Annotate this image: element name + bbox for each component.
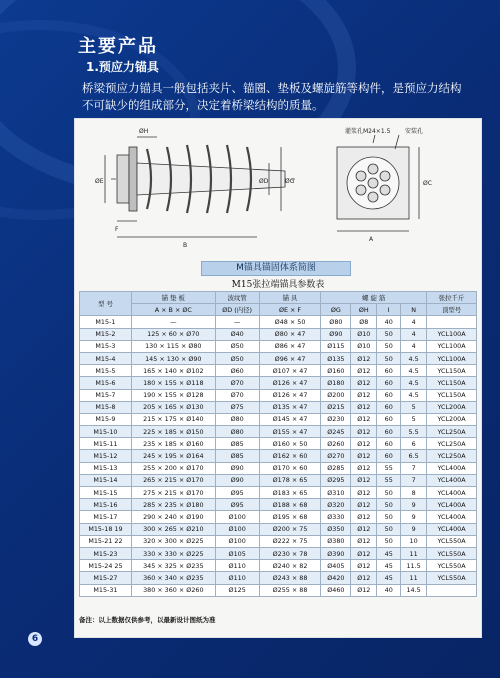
- table-cell: Ø10: [351, 340, 377, 352]
- table-cell: M15-17: [80, 511, 132, 523]
- table-cell: 45: [377, 560, 401, 572]
- table-cell: YCL200A: [427, 413, 477, 425]
- table-cell: Ø200: [321, 389, 351, 401]
- table-cell: YCL250A: [427, 426, 477, 438]
- col-subheader-oh: ØH: [351, 304, 377, 316]
- table-cell: Ø100: [215, 523, 259, 535]
- table-cell: Ø243 × 88: [259, 572, 321, 584]
- table-cell: Ø12: [351, 462, 377, 474]
- table-cell: Ø115: [321, 340, 351, 352]
- table-row: [80, 511, 477, 523]
- table-cell: Ø170 × 60: [259, 462, 321, 474]
- col-header-tube: 波纹管: [215, 292, 259, 304]
- dim-label-og: ØG: [285, 178, 295, 185]
- table-cell: [427, 316, 477, 328]
- col-subheader-tube: ØD (内径): [215, 304, 259, 316]
- table-cell: Ø90: [215, 462, 259, 474]
- table-subheader-row: [80, 304, 477, 316]
- table-cell: 60: [377, 426, 401, 438]
- table-cell: M15-9: [80, 413, 132, 425]
- table-cell: YCL550A: [427, 547, 477, 559]
- table-cell: Ø105: [215, 547, 259, 559]
- table-cell: 320 × 300 × Ø225: [131, 535, 215, 547]
- table-row: [80, 547, 477, 559]
- table-cell: 60: [377, 450, 401, 462]
- table-cell: Ø160 × 50: [259, 438, 321, 450]
- table-cell: 50: [377, 511, 401, 523]
- col-subheader-anchor: ØE × F: [259, 304, 321, 316]
- table-cell: 125 × 60 × Ø70: [131, 328, 215, 340]
- col-subheader-plate: A × B × ØC: [131, 304, 215, 316]
- table-row: [80, 535, 477, 547]
- table-title: M15张拉端锚具参数表: [231, 280, 325, 290]
- table-cell: —: [215, 316, 259, 328]
- table-cell: Ø188 × 68: [259, 499, 321, 511]
- table-cell: —: [131, 316, 215, 328]
- table-cell: 55: [377, 462, 401, 474]
- table-cell: Ø12: [351, 352, 377, 364]
- table-cell: Ø270: [321, 450, 351, 462]
- col-header-anchor: 锚 具: [259, 292, 321, 304]
- table-row: [80, 377, 477, 389]
- table-cell: 60: [377, 438, 401, 450]
- table-cell: Ø70: [215, 377, 259, 389]
- table-cell: 205 × 165 × Ø130: [131, 401, 215, 413]
- page-title: 主要产品: [78, 36, 158, 57]
- table-cell: 8: [401, 487, 427, 499]
- table-cell: YCL100A: [427, 340, 477, 352]
- table-cell: Ø12: [351, 499, 377, 511]
- table-cell: M15-5: [80, 365, 132, 377]
- table-cell: Ø285: [321, 462, 351, 474]
- page-number: 6: [28, 632, 42, 646]
- table-cell: YCL150A: [427, 365, 477, 377]
- table-cell: Ø215: [321, 401, 351, 413]
- table-cell: M15-12: [80, 450, 132, 462]
- table-cell: YCL250A: [427, 450, 477, 462]
- dim-label-oh: ØH: [139, 128, 149, 135]
- table-cell: Ø245: [321, 426, 351, 438]
- col-header-model: 型 号: [80, 292, 132, 316]
- table-cell: M15-13: [80, 462, 132, 474]
- table-cell: Ø80: [321, 316, 351, 328]
- table-row: [80, 462, 477, 474]
- table-cell: Ø195 × 68: [259, 511, 321, 523]
- table-cell: 50: [377, 352, 401, 364]
- table-cell: Ø12: [351, 560, 377, 572]
- table-cell: M15-21 22: [80, 535, 132, 547]
- table-cell: Ø10: [351, 328, 377, 340]
- table-cell: Ø405: [321, 560, 351, 572]
- footnote: 备注：以上数据仅供参考，以最新设计图纸为准: [79, 616, 216, 624]
- table-cell: YCL550A: [427, 535, 477, 547]
- table-row: [80, 487, 477, 499]
- table-cell: 50: [377, 487, 401, 499]
- table-cell: 50: [377, 535, 401, 547]
- table-cell: YCL550A: [427, 560, 477, 572]
- table-cell: M15-4: [80, 352, 132, 364]
- anchor-system-diagram: [75, 119, 481, 259]
- table-cell: Ø180: [321, 377, 351, 389]
- table-cell: Ø12: [351, 401, 377, 413]
- table-cell: Ø107 × 47: [259, 365, 321, 377]
- table-cell: Ø320: [321, 499, 351, 511]
- table-cell: 6: [401, 438, 427, 450]
- table-cell: 300 × 265 × Ø210: [131, 523, 215, 535]
- table-cell: YCL400A: [427, 462, 477, 474]
- table-cell: 380 × 360 × Ø260: [131, 584, 215, 596]
- table-cell: Ø12: [351, 535, 377, 547]
- table-cell: 255 × 200 × Ø170: [131, 462, 215, 474]
- table-cell: YCL250A: [427, 438, 477, 450]
- table-cell: Ø50: [215, 352, 259, 364]
- table-cell: YCL100A: [427, 352, 477, 364]
- table-cell: M15-3: [80, 340, 132, 352]
- table-cell: 55: [377, 474, 401, 486]
- dim-label-a: A: [369, 236, 374, 243]
- content-panel: [74, 118, 482, 638]
- table-cell: Ø330: [321, 511, 351, 523]
- table-cell: Ø380: [321, 535, 351, 547]
- table-row: [80, 523, 477, 535]
- table-cell: 345 × 325 × Ø235: [131, 560, 215, 572]
- table-cell: Ø160: [321, 365, 351, 377]
- table-cell: [427, 584, 477, 596]
- table-cell: Ø390: [321, 547, 351, 559]
- table-cell: Ø60: [215, 365, 259, 377]
- table-cell: Ø75: [215, 401, 259, 413]
- table-cell: 60: [377, 377, 401, 389]
- table-cell: YCL200A: [427, 401, 477, 413]
- table-row: [80, 401, 477, 413]
- table-cell: 180 × 155 × Ø118: [131, 377, 215, 389]
- table-row: [80, 340, 477, 352]
- table-cell: 9: [401, 523, 427, 535]
- table-cell: Ø80: [215, 413, 259, 425]
- table-cell: Ø125: [215, 584, 259, 596]
- front-view-drawing: [337, 135, 419, 231]
- table-cell: 225 × 185 × Ø150: [131, 426, 215, 438]
- table-cell: Ø350: [321, 523, 351, 535]
- table-row: [80, 560, 477, 572]
- table-cell: Ø460: [321, 584, 351, 596]
- table-row: [80, 584, 477, 596]
- table-cell: 40: [377, 316, 401, 328]
- table-row: [80, 474, 477, 486]
- table-cell: 50: [377, 328, 401, 340]
- table-cell: Ø95: [215, 499, 259, 511]
- table-cell: 50: [377, 340, 401, 352]
- table-cell: Ø12: [351, 438, 377, 450]
- table-cell: Ø126 × 47: [259, 377, 321, 389]
- table-cell: 4: [401, 316, 427, 328]
- table-body: [80, 316, 477, 596]
- table-cell: 9: [401, 511, 427, 523]
- table-cell: M15-14: [80, 474, 132, 486]
- table-cell: 4: [401, 340, 427, 352]
- table-cell: 60: [377, 389, 401, 401]
- table-cell: 330 × 330 × Ø225: [131, 547, 215, 559]
- table-cell: 14.5: [401, 584, 427, 596]
- table-cell: Ø200 × 75: [259, 523, 321, 535]
- table-cell: Ø12: [351, 426, 377, 438]
- table-cell: Ø135 × 47: [259, 401, 321, 413]
- table-cell: 265 × 215 × Ø170: [131, 474, 215, 486]
- table-cell: 215 × 175 × Ø140: [131, 413, 215, 425]
- table-cell: 145 × 130 × Ø90: [131, 352, 215, 364]
- table-cell: Ø90: [321, 328, 351, 340]
- table-cell: Ø12: [351, 487, 377, 499]
- table-cell: 45: [377, 572, 401, 584]
- table-cell: 50: [377, 523, 401, 535]
- table-cell: 360 × 340 × Ø235: [131, 572, 215, 584]
- table-cell: Ø80: [215, 426, 259, 438]
- table-row: [80, 450, 477, 462]
- diagram-caption: M锚具锚固体系简图: [201, 261, 351, 276]
- dim-label-oc: ØC: [423, 180, 432, 187]
- table-cell: 275 × 215 × Ø170: [131, 487, 215, 499]
- table-cell: 4.5: [401, 365, 427, 377]
- table-cell: 235 × 185 × Ø160: [131, 438, 215, 450]
- table-cell: Ø12: [351, 511, 377, 523]
- table-cell: 5.5: [401, 426, 427, 438]
- table-cell: M15-24 25: [80, 560, 132, 572]
- table-cell: Ø95: [215, 487, 259, 499]
- table-cell: 4.5: [401, 352, 427, 364]
- table-cell: Ø12: [351, 547, 377, 559]
- table-cell: 45: [377, 547, 401, 559]
- col-subheader-n: N: [401, 304, 427, 316]
- parameter-table: [79, 291, 477, 597]
- col-header-plate: 锚 垫 板: [131, 292, 215, 304]
- table-cell: M15-18 19: [80, 523, 132, 535]
- table-cell: Ø240 × 82: [259, 560, 321, 572]
- table-cell: Ø12: [351, 389, 377, 401]
- table-cell: Ø85: [215, 450, 259, 462]
- table-cell: M15-31: [80, 584, 132, 596]
- table-cell: 60: [377, 401, 401, 413]
- table-row: [80, 365, 477, 377]
- col-header-spiral: 螺 旋 筋: [321, 292, 427, 304]
- table-cell: Ø8: [351, 316, 377, 328]
- table-cell: M15-11: [80, 438, 132, 450]
- table-cell: Ø12: [351, 377, 377, 389]
- table-cell: Ø178 × 65: [259, 474, 321, 486]
- table-cell: 50: [377, 499, 401, 511]
- table-cell: Ø96 × 47: [259, 352, 321, 364]
- dim-label-od: ØD: [259, 178, 269, 185]
- intro-paragraph: 桥梁预应力锚具一般包括夹片、锚圈、垫板及螺旋筋等构件，是预应力结构不可缺少的组成部分，决定着桥梁结构的质量。: [82, 81, 462, 112]
- table-row: [80, 499, 477, 511]
- table-cell: Ø295: [321, 474, 351, 486]
- table-cell: Ø80 × 47: [259, 328, 321, 340]
- table-cell: 290 × 240 × Ø190: [131, 511, 215, 523]
- table-cell: Ø12: [351, 584, 377, 596]
- mount-hole-label: 安装孔: [405, 128, 424, 135]
- table-cell: Ø110: [215, 560, 259, 572]
- table-cell: Ø40: [215, 328, 259, 340]
- table-cell: YCL550A: [427, 572, 477, 584]
- table-cell: Ø135: [321, 352, 351, 364]
- table-cell: Ø90: [215, 474, 259, 486]
- table-cell: Ø85: [215, 438, 259, 450]
- table-cell: Ø70: [215, 389, 259, 401]
- table-cell: 165 × 140 × Ø102: [131, 365, 215, 377]
- table-cell: 5: [401, 413, 427, 425]
- table-cell: Ø48 × 50: [259, 316, 321, 328]
- table-cell: Ø50: [215, 340, 259, 352]
- table-cell: Ø12: [351, 474, 377, 486]
- table-row: [80, 352, 477, 364]
- dim-label-f: F: [115, 226, 119, 233]
- table-cell: Ø12: [351, 365, 377, 377]
- table-cell: 10: [401, 535, 427, 547]
- table-cell: Ø155 × 47: [259, 426, 321, 438]
- table-cell: Ø110: [215, 572, 259, 584]
- table-row: [80, 316, 477, 328]
- table-cell: Ø230 × 78: [259, 547, 321, 559]
- col-subheader-i: I: [377, 304, 401, 316]
- col-subheader-og: ØG: [321, 304, 351, 316]
- table-row: [80, 389, 477, 401]
- table-cell: 60: [377, 365, 401, 377]
- table-cell: 245 × 195 × Ø164: [131, 450, 215, 462]
- table-cell: 4.5: [401, 389, 427, 401]
- table-cell: Ø183 × 65: [259, 487, 321, 499]
- table-cell: Ø310: [321, 487, 351, 499]
- table-cell: Ø162 × 60: [259, 450, 321, 462]
- table-cell: M15-2: [80, 328, 132, 340]
- table-cell: 190 × 155 × Ø128: [131, 389, 215, 401]
- table-cell: M15-7: [80, 389, 132, 401]
- dim-label-b: B: [183, 242, 188, 249]
- table-cell: 6.5: [401, 450, 427, 462]
- table-cell: Ø260: [321, 438, 351, 450]
- table-cell: YCL400A: [427, 474, 477, 486]
- table-cell: Ø222 × 75: [259, 535, 321, 547]
- table-row: [80, 438, 477, 450]
- table-cell: 11: [401, 547, 427, 559]
- table-cell: 130 × 115 × Ø80: [131, 340, 215, 352]
- table-cell: M15-16: [80, 499, 132, 511]
- col-subheader-jack: 顶型号: [427, 304, 477, 316]
- table-cell: M15-27: [80, 572, 132, 584]
- table-row: [80, 572, 477, 584]
- side-view-drawing: [105, 137, 295, 237]
- table-cell: Ø12: [351, 572, 377, 584]
- table-row: [80, 328, 477, 340]
- table-cell: 7: [401, 474, 427, 486]
- table-cell: M15-15: [80, 487, 132, 499]
- table-cell: Ø12: [351, 450, 377, 462]
- col-header-jack: 张拉千斤: [427, 292, 477, 304]
- table-cell: 7: [401, 462, 427, 474]
- table-cell: YCL400A: [427, 499, 477, 511]
- table-cell: YCL150A: [427, 377, 477, 389]
- table-cell: YCL400A: [427, 487, 477, 499]
- table-header-row: [80, 292, 477, 304]
- table-cell: Ø126 × 47: [259, 389, 321, 401]
- table-cell: Ø12: [351, 523, 377, 535]
- table-row: [80, 426, 477, 438]
- table-cell: Ø230: [321, 413, 351, 425]
- table-cell: M15-6: [80, 377, 132, 389]
- dim-label-oe: ØE: [95, 178, 104, 185]
- table-cell: Ø255 × 88: [259, 584, 321, 596]
- table-cell: YCL400A: [427, 511, 477, 523]
- table-cell: Ø145 × 47: [259, 413, 321, 425]
- table-cell: 5: [401, 401, 427, 413]
- table-cell: M15-23: [80, 547, 132, 559]
- table-cell: Ø86 × 47: [259, 340, 321, 352]
- grout-hole-label: 灌浆孔M24×1.5: [345, 128, 391, 135]
- table-cell: YCL400A: [427, 523, 477, 535]
- table-cell: 9: [401, 499, 427, 511]
- table-row: [80, 413, 477, 425]
- table-cell: M15-10: [80, 426, 132, 438]
- table-cell: M15-1: [80, 316, 132, 328]
- table-cell: 11: [401, 572, 427, 584]
- table-cell: YCL150A: [427, 389, 477, 401]
- table-cell: Ø12: [351, 413, 377, 425]
- table-cell: YCL100A: [427, 328, 477, 340]
- section-subtitle: 1.预应力锚具: [86, 60, 159, 74]
- table-cell: Ø100: [215, 535, 259, 547]
- table-cell: 285 × 235 × Ø180: [131, 499, 215, 511]
- table-cell: M15-8: [80, 401, 132, 413]
- table-cell: 60: [377, 413, 401, 425]
- table-cell: 4.5: [401, 377, 427, 389]
- table-cell: 4: [401, 328, 427, 340]
- table-cell: Ø420: [321, 572, 351, 584]
- table-cell: Ø100: [215, 511, 259, 523]
- table-cell: 11.5: [401, 560, 427, 572]
- table-cell: 40: [377, 584, 401, 596]
